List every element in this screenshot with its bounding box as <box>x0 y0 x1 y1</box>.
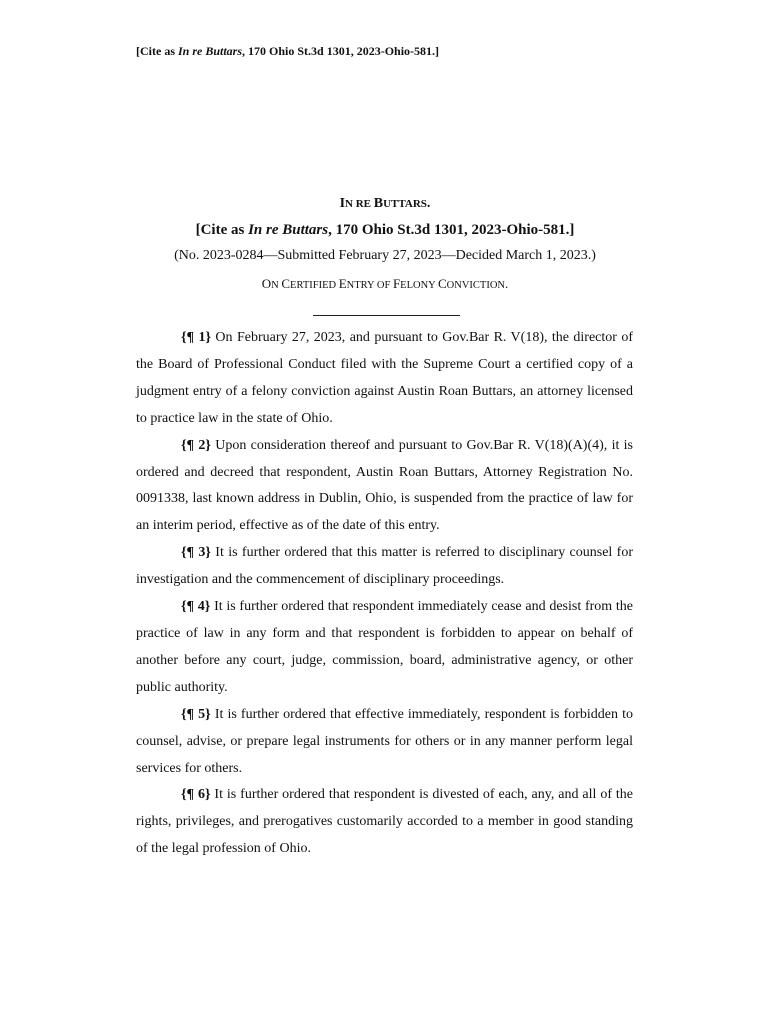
nature-part: F <box>392 276 401 291</box>
case-caption-title <box>0 196 770 212</box>
paragraph-2 <box>136 433 633 541</box>
paragraph-text: Upon consideration thereof and pursuant to Gov.Bar R. V(18)(A)(4), it is ordered and decreed that respondent, Austin Roan Buttars, Attorney Registration No. 0091338, last known address in Dublin, Ohio, is suspended from the practice of law for an interim period, effective as of the date of this entry. <box>136 437 634 534</box>
nature-part: ERTIFIED <box>290 280 339 291</box>
nature-part: O <box>261 276 272 291</box>
caption-divider <box>313 315 460 316</box>
paragraph-mark: {¶ 2} <box>181 437 211 453</box>
paragraph-3 <box>136 540 633 594</box>
nature-part: C <box>437 276 447 291</box>
caption-title-part: N RE <box>345 198 374 210</box>
running-head-suffix: , 170 Ohio St.3d 1301, 2023-Ohio-581.] <box>242 44 440 58</box>
nature-part: C <box>281 276 291 291</box>
paragraph-1 <box>136 325 633 433</box>
caption-title-part: UTTARS <box>383 198 427 210</box>
paragraph-text: It is further ordered that respondent is divested of each, any, and all of the rights, privileges, and prerogatives customarily accorded to a member in good standing of the legal profession of Ohio. <box>136 787 633 857</box>
paragraph-mark: {¶ 3} <box>181 545 211 561</box>
paragraph-text: It is further ordered that effective immediately, respondent is forbidden to counsel, advise, or prepare legal instruments for others or in any manner perform legal services for others. <box>136 706 633 776</box>
paragraph-mark: {¶ 4} <box>181 599 211 615</box>
paragraph-mark: {¶ 6} <box>181 787 211 803</box>
caption-citation <box>0 222 770 239</box>
proceeding-nature <box>0 276 770 292</box>
paragraph-6 <box>136 782 633 863</box>
paragraph-text: On February 27, 2023, and pursuant to Gov.Bar R. V(18), the director of the Board of Professional Conduct filed with the Supreme Court a certified copy of a judgment entry of a felony conviction against Austin Roan Buttars, an attorney licensed to practice law in the state of Ohio. <box>136 330 634 426</box>
running-head-case-name: In re Buttars <box>178 44 243 58</box>
nature-part: ELONY <box>400 280 438 291</box>
opinion-body <box>136 325 633 863</box>
paragraph-4 <box>136 594 633 702</box>
paragraph-text: It is further ordered that respondent immediately cease and desist from the practice of law in any form and that respondent is forbidden to appear on behalf of another before any court, judge, commission, board, administrative agency, or other public authority. <box>136 599 633 695</box>
paragraph-mark: {¶ 1} <box>181 330 212 345</box>
caption-title-part: B <box>373 196 384 211</box>
caption-title-part: I <box>339 196 346 211</box>
caption-cite-prefix: [Cite as <box>195 222 249 238</box>
nature-part: . <box>504 276 509 291</box>
docket-line: (No. 2023-0284—Submitted February 27, 2023—Decided March 1, 2023.) <box>174 248 596 263</box>
running-head-prefix: [Cite as <box>136 44 178 58</box>
caption-cite-suffix: , 170 Ohio St.3d 1301, 2023-Ohio-581.] <box>328 222 575 238</box>
running-head-citation <box>136 44 439 59</box>
nature-part: E <box>338 276 347 291</box>
nature-part: NTRY OF <box>346 280 393 291</box>
paragraph-text: It is further ordered that this matter is referred to disciplinary counsel for investigation and the commencement of disciplinary proceedings. <box>136 545 633 588</box>
paragraph-5 <box>136 702 633 783</box>
caption-title-part: . <box>426 196 431 211</box>
nature-part: ONVICTION <box>446 280 505 291</box>
paragraph-mark: {¶ 5} <box>181 706 211 722</box>
caption-cite-case-name: In re Buttars <box>248 222 329 238</box>
nature-part: N <box>271 280 282 291</box>
